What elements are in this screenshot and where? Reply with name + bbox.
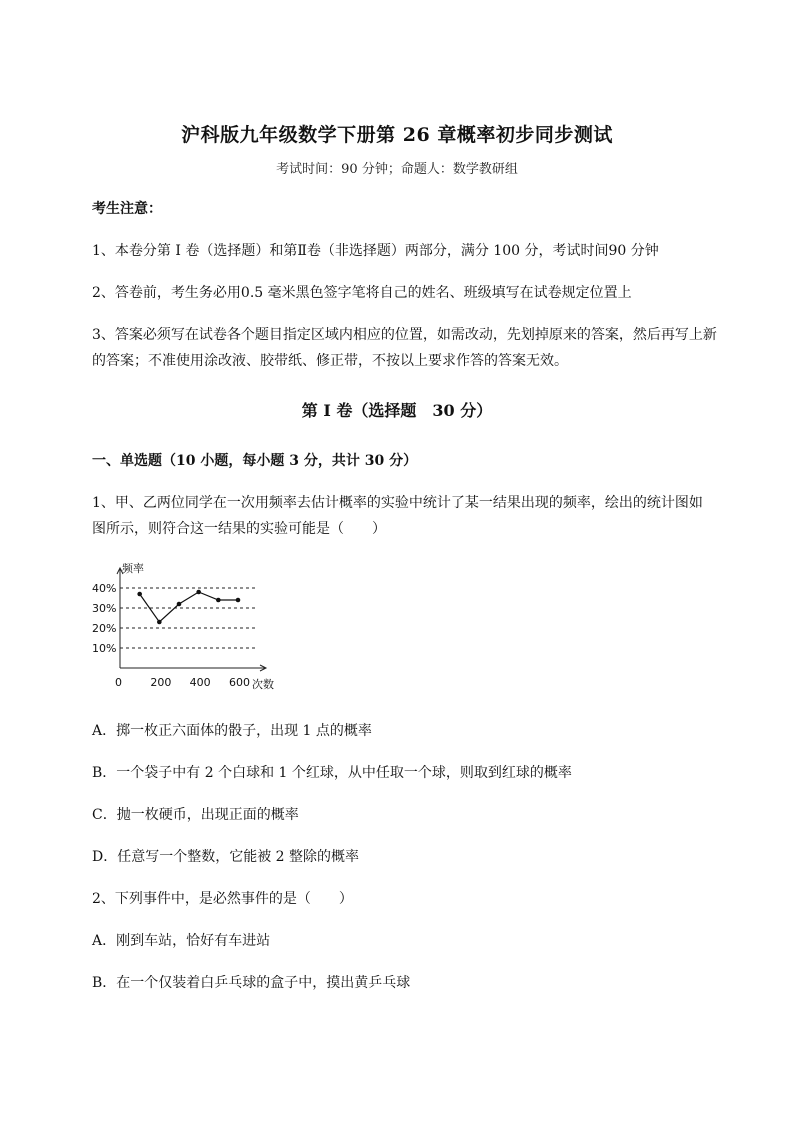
- page-title: 沪科版九年级数学下册第 26 章概率初步同步测试: [181, 124, 613, 146]
- x-axis-label: 次数: [252, 678, 274, 691]
- data-point: [177, 602, 182, 607]
- part-heading: 一、单选题（10 小题，每小题 3 分，共计 30 分）: [92, 453, 418, 469]
- question-1-option-d: D．任意写一个整数，它能被 2 整除的概率: [92, 849, 360, 865]
- question-1-stem-cont: 图所示，则符合这一结果的实验可能是（ ）: [92, 521, 386, 537]
- question-1-option-a: A．掷一枚正六面体的骰子，出现 1 点的概率: [92, 723, 372, 739]
- question-1-option-c: C．抛一枚硬币，出现正面的概率: [92, 807, 299, 823]
- notice-item-3: 3、答案必须写在试卷各个题目指定区域内相应的位置，如需改动，先划掉原来的答案，然后再写上新: [92, 327, 717, 343]
- y-axis-label: 频率: [122, 562, 144, 575]
- section-title: 第 I 卷（选择题 30 分）: [301, 401, 493, 420]
- notice-item-1: 1、本卷分第 I 卷（选择题）和第Ⅱ卷（非选择题）两部分，满分 100 分，考试时间90 分钟: [92, 243, 659, 259]
- question-2-option-a: A．刚到车站，恰好有车进站: [92, 933, 271, 949]
- question-2-stem: 2、下列事件中，是必然事件的是（ ）: [92, 891, 353, 907]
- question-1-stem: 1、甲、乙两位同学在一次用频率去估计概率的实验中统计了某一结果出现的频率，绘出的统计图如: [92, 495, 703, 511]
- y-tick-label: 10%: [92, 642, 117, 655]
- x-tick-label: 200: [150, 676, 172, 689]
- data-point: [236, 598, 241, 603]
- y-tick-label: 30%: [92, 602, 117, 615]
- frequency-series-line: [140, 592, 238, 622]
- exam-info: 考试时间：90 分钟；命题人：数学教研组: [276, 162, 518, 177]
- y-tick-label: 20%: [92, 622, 117, 635]
- data-point: [216, 598, 221, 603]
- frequency-line-chart: [88, 560, 288, 700]
- data-point: [196, 590, 201, 595]
- x-tick-label: 0: [115, 676, 122, 689]
- data-point: [157, 620, 162, 625]
- notice-heading: 考生注意：: [92, 201, 162, 217]
- question-1-option-b: B．一个袋子中有 2 个白球和 1 个红球，从中任取一个球，则取到红球的概率: [92, 765, 572, 781]
- data-point: [137, 592, 142, 597]
- x-tick-label: 400: [189, 676, 211, 689]
- x-tick-label: 600: [229, 676, 250, 689]
- y-tick-label: 40%: [92, 582, 117, 595]
- notice-item-2: 2、答卷前，考生务必用0.5 毫米黑色签字笔将自己的姓名、班级填写在试卷规定位置上: [92, 285, 632, 301]
- question-2-option-b: B．在一个仅装着白乒乓球的盒子中，摸出黄乒乓球: [92, 975, 411, 991]
- notice-item-3-cont: 的答案；不准使用涂改液、胶带纸、修正带，不按以上要求作答的答案无效。: [92, 353, 568, 369]
